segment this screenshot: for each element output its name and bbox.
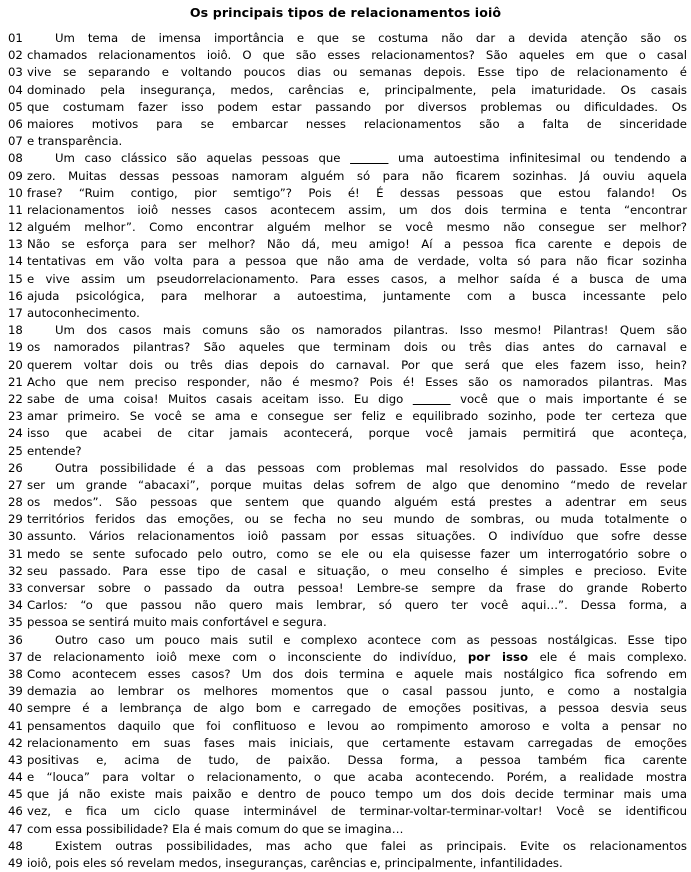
line-number: 24	[8, 426, 23, 441]
text-line	[0, 47, 691, 64]
line-number: 34	[8, 598, 23, 613]
line-number: 13	[8, 237, 23, 252]
line-text: Carlos: “o que passou não quero mais lembrar, só quero ter você aqui…”. Dessa forma, a	[27, 598, 687, 613]
line-number: 48	[8, 838, 23, 853]
line-number: 49	[8, 856, 23, 870]
line-text: assunto. Vários relacionamentos ioiô passam por essas situações. O indivíduo que sofre desse	[27, 529, 687, 544]
text-line	[0, 116, 691, 133]
text-line	[0, 271, 691, 288]
text-line	[0, 425, 691, 442]
line-number: 02	[8, 48, 23, 63]
line-number: 04	[8, 82, 23, 97]
line-text: entende?	[27, 443, 82, 458]
line-number: 33	[8, 581, 23, 595]
line-text: e transparência.	[27, 134, 123, 149]
line-text: de relacionamento ioiô mexe com o inconsciente do indivíduo, por isso ele é mais complexo.	[27, 649, 687, 664]
line-text: chamados relacionamentos ioiô. O que são esses relacionamentos? São aqueles em que o casal	[27, 48, 687, 63]
line-number: 40	[8, 701, 23, 716]
line-number: 11	[8, 202, 23, 217]
text-line	[0, 168, 691, 185]
line-number: 30	[8, 529, 23, 544]
line-number: 18	[8, 323, 23, 338]
text-line	[0, 253, 691, 270]
line-text: zero. Muitas dessas pessoas namoram alguém só para não ficarem sozinhas. Já ouviu aquela	[27, 168, 687, 183]
text-line	[0, 786, 691, 803]
line-number: 03	[8, 65, 23, 80]
line-text: Outra possibilidade é a das pessoas com problemas mal resolvidos do passado. Esse pode	[55, 460, 687, 475]
text-line	[0, 322, 691, 339]
text-line	[0, 64, 691, 81]
line-number: 19	[8, 340, 23, 355]
line-text: ioiô, pois eles só revelam medos, inseguranças, carências e, principalmente, infantilidades.	[27, 856, 563, 870]
text-line	[0, 99, 691, 116]
text-line	[0, 735, 691, 752]
text-line	[0, 460, 691, 477]
line-number: 45	[8, 787, 23, 802]
text-line	[0, 546, 691, 563]
line-text: pensamentos daquilo que foi conflituoso e levou ao rompimento amoroso e volta a pensar no	[27, 718, 687, 733]
line-number: 17	[8, 306, 23, 320]
text-line	[0, 855, 691, 872]
text-line	[0, 838, 691, 855]
text-line	[0, 597, 691, 614]
text-line	[0, 133, 691, 150]
line-number: 23	[8, 409, 23, 424]
text-line	[0, 30, 691, 47]
text-line	[0, 202, 691, 219]
text-line	[0, 528, 691, 545]
line-number: 20	[8, 357, 23, 372]
text-line	[0, 649, 691, 666]
page-title: Os principais tipos de relacionamentos ioiô	[189, 5, 502, 20]
line-text: sabe de uma coisa! Muitos casais aceitam isso. Eu digo você que o mais importante é se	[27, 391, 687, 406]
line-number: 42	[8, 735, 23, 750]
line-text: Não se esforça para ser melhor? Não dá, meu amigo! Aí a pessoa fica carente e depois de	[27, 237, 687, 252]
line-text: territórios feridos das emoções, ou se fecha no seu mundo de sombras, ou muda totalmente o	[27, 512, 687, 527]
text-line	[0, 580, 691, 597]
text-line	[0, 511, 691, 528]
line-number: 35	[8, 615, 23, 630]
line-text: querem voltar dois ou três dias depois do carnaval. Por que será que eles fazem isso, hein?	[27, 357, 687, 372]
text-line	[0, 357, 691, 374]
line-text: isso que acabei de citar jamais acontecerá, porque você jamais permitirá que aconteça,	[27, 426, 687, 441]
line-number: 31	[8, 546, 23, 561]
line-text: ser um grande “abacaxi”, porque muitas delas sofrem de algo que denomino “medo de revelar	[27, 477, 687, 492]
line-number: 06	[8, 116, 23, 131]
line-number: 37	[8, 649, 23, 664]
line-text: relacionamentos ioiô nesses casos acontecem assim, um dos dois termina e tenta “encontrar	[27, 202, 687, 217]
line-text: Existem outras possibilidades, mas acho que falei as principais. Evite os relacionamentos	[55, 838, 687, 853]
line-number: 12	[8, 220, 23, 235]
line-number: 22	[8, 391, 23, 406]
line-number: 14	[8, 254, 23, 269]
line-text: Um dos casos mais comuns são os namorados pilantras. Isso mesmo! Pilantras! Quem são	[55, 323, 687, 338]
line-number: 01	[8, 31, 23, 45]
text-line	[0, 305, 691, 322]
line-text: Como acontecem esses casos? Um dos dois termina e aquele mais nostálgico fica sofrendo em	[27, 666, 687, 681]
line-text: os medos”. São pessoas que sentem que quando alguém está prestes a adentrar em seus	[27, 495, 687, 510]
line-number: 05	[8, 99, 23, 114]
line-number: 16	[8, 288, 23, 303]
text-line	[0, 288, 691, 305]
text-line	[0, 219, 691, 236]
line-text: Acho que nem preciso responder, não é mesmo? Pois é! Esses são os namorados pilantras. Mas	[27, 374, 687, 389]
line-number: 28	[8, 495, 23, 510]
line-number: 39	[8, 684, 23, 699]
text-line	[0, 700, 691, 717]
line-text: conversar sobre o passado da outra pessoa! Lembre-se sempre da frase do grande Roberto	[27, 581, 687, 595]
line-text: os namorados pilantras? São aqueles que terminam dois ou três dias antes do carnaval e	[27, 340, 687, 355]
text-line	[0, 236, 691, 253]
line-text: dominado pela insegurança, medos, carências e, principalmente, pela imaturidade. Os casais	[27, 82, 687, 97]
numbered-text-body	[0, 30, 691, 872]
text-line	[0, 563, 691, 580]
line-text: maiores motivos para se embarcar nesses relacionamentos são a falta de sinceridade	[27, 116, 687, 131]
text-line	[0, 339, 691, 356]
text-line	[0, 150, 691, 167]
line-text: vez, e fica um ciclo quase interminável de terminar-voltar-terminar-voltar! Você se identificou	[27, 804, 687, 819]
line-text: e vive assim um pseudorrelacionamento. Para esses casos, a melhor saída é a busca de uma	[27, 271, 687, 286]
line-text: seu passado. Para esse tipo de casal e situação, o meu conselho é simples e precioso. Evite	[27, 563, 687, 578]
line-number: 25	[8, 443, 23, 458]
line-text: amar primeiro. Se você se ama e consegue ser feliz e equilibrado sozinho, pode ter certeza que	[27, 409, 687, 424]
line-number: 21	[8, 374, 23, 389]
text-line	[0, 632, 691, 649]
line-number: 08	[8, 151, 23, 166]
line-text: pessoa se sentirá muito mais confortável e segura.	[27, 615, 327, 630]
line-text: e “louca” para voltar o relacionamento, o que acaba acontecendo. Porém, a realidade mostra	[27, 770, 687, 785]
line-number: 46	[8, 804, 23, 819]
line-text: demazia ao lembrar os melhores momentos que o casal passou junto, e como a nostalgia	[27, 684, 687, 699]
line-text: Um caso clássico são aquelas pessoas que uma autoestima infinitesimal ou tendendo a	[55, 151, 687, 166]
text-line	[0, 494, 691, 511]
line-number: 29	[8, 512, 23, 527]
line-text: sempre é a lembrança de algo bom e carregado de emoções positivas, a pessoa desvia seus	[27, 701, 687, 716]
line-text: autoconhecimento.	[27, 306, 140, 320]
text-line	[0, 82, 691, 99]
line-number: 43	[8, 752, 23, 767]
line-number: 38	[8, 666, 23, 681]
line-number: 15	[8, 271, 23, 286]
line-text: alguém melhor”. Como encontrar alguém melhor se você mesmo não consegue ser melhor?	[27, 220, 687, 235]
line-number: 26	[8, 460, 23, 475]
text-line	[0, 614, 691, 631]
line-number: 44	[8, 770, 23, 785]
text-line	[0, 374, 691, 391]
text-line	[0, 443, 691, 460]
line-number: 32	[8, 563, 23, 578]
line-text: tentativas em vão volta para a pessoa que não ama de verdade, volta só para não ficar sozinha	[27, 254, 687, 269]
text-line	[0, 408, 691, 425]
line-text: ajuda psicológica, para melhorar a autoestima, juntamente com a busca incessante pelo	[27, 288, 687, 303]
line-text: positivas e, acima de tudo, de paixão. Dessa forma, a pessoa também fica carente	[27, 752, 687, 767]
text-line	[0, 821, 691, 838]
line-text: que costumam fazer isso podem estar passando por diversos problemas ou dificuldades. Os	[27, 99, 687, 114]
text-line	[0, 803, 691, 820]
line-text: Outro caso um pouco mais sutil e complexo acontece com as pessoas nostálgicas. Esse tipo	[55, 632, 687, 647]
line-number: 07	[8, 134, 23, 149]
text-line	[0, 683, 691, 700]
line-text: medo se sente sufocado pelo outro, como se ele ou ela quisesse fazer um interrogatório sobre o	[27, 546, 687, 561]
text-line	[0, 769, 691, 786]
line-text: vive se separando e voltando poucos dias ou semanas depois. Esse tipo de relacionamento é	[27, 65, 687, 80]
line-text: Um tema de imensa importância e que se costuma não dar a devida atenção são os	[55, 31, 687, 45]
line-number: 10	[8, 185, 23, 200]
text-line	[0, 391, 691, 408]
line-number: 47	[8, 821, 23, 836]
line-number: 36	[8, 632, 23, 647]
line-number: 41	[8, 718, 23, 733]
text-line	[0, 752, 691, 769]
text-line	[0, 718, 691, 735]
line-text: relacionamento em suas fases mais iniciais, que certamente estavam carregadas de emoções	[27, 735, 687, 750]
line-text: com essa possibilidade? Ela é mais comum do que se imagina…	[27, 821, 404, 836]
line-text: que já não existe mais paixão e dentro de pouco tempo um dos dois decide terminar mais uma	[27, 787, 687, 802]
text-line	[0, 185, 691, 202]
line-number: 27	[8, 477, 23, 492]
text-line	[0, 477, 691, 494]
line-number: 09	[8, 168, 23, 183]
text-line	[0, 666, 691, 683]
line-text: frase? “Ruim contigo, pior semtigo”? Pois é! É dessas pessoas que estou falando! Os	[27, 185, 687, 200]
